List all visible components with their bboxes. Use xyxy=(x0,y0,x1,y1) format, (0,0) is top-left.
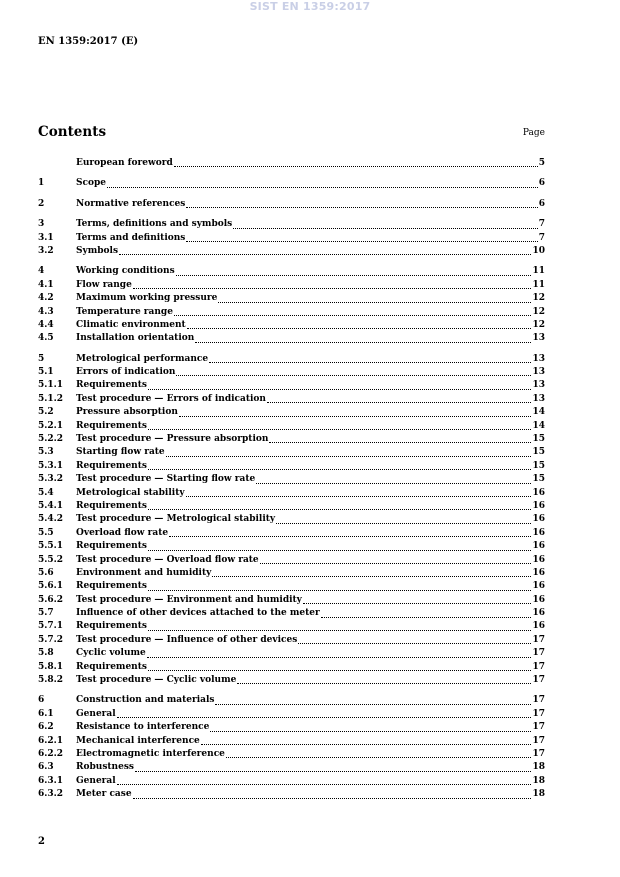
toc-entry-number: 5.3.1 xyxy=(38,460,64,471)
toc-entry-page: 16 xyxy=(532,554,545,565)
toc-entry-page: 12 xyxy=(532,319,545,330)
toc-dot-leader xyxy=(148,630,532,631)
toc-entry[interactable] xyxy=(38,735,545,748)
toc-entry-page: 14 xyxy=(532,420,545,431)
toc-dot-leader xyxy=(107,187,538,188)
toc-entry[interactable] xyxy=(38,694,545,707)
toc-entry-page: 6 xyxy=(538,178,545,189)
toc-entry-title: Climatic environment xyxy=(76,319,186,330)
toc-entry-title: Flow range xyxy=(76,279,132,290)
toc-entry-title: Test procedure — Metrological stability xyxy=(76,514,276,525)
toc-entry[interactable] xyxy=(38,540,545,553)
toc-entry[interactable] xyxy=(38,621,545,634)
toc-entry-title: Test procedure — Starting flow rate xyxy=(76,474,256,485)
toc-entry[interactable] xyxy=(38,332,545,345)
toc-entry-number: 5.6.2 xyxy=(38,594,64,605)
toc-dot-leader xyxy=(237,683,531,684)
toc-dot-leader xyxy=(267,402,532,403)
toc-dot-leader xyxy=(269,442,531,443)
toc-section xyxy=(38,694,545,801)
toc-entry-number: 6.2.1 xyxy=(38,735,64,746)
toc-entry[interactable] xyxy=(38,279,545,292)
toc-entry[interactable] xyxy=(38,245,545,258)
toc-entry-number: 4.2 xyxy=(38,293,54,304)
toc-entry[interactable] xyxy=(38,177,545,190)
toc-entry[interactable] xyxy=(38,647,545,660)
toc-entry-number: 5.3.2 xyxy=(38,474,64,485)
toc-dot-leader xyxy=(148,550,532,551)
toc-dot-leader xyxy=(148,389,532,390)
toc-entry[interactable] xyxy=(38,500,545,513)
toc-entry-page: 18 xyxy=(532,762,545,773)
toc-dot-leader xyxy=(147,657,532,658)
toc-entry-page: 17 xyxy=(532,708,545,719)
toc-entry-page: 17 xyxy=(532,735,545,746)
toc-entry-title: Requirements xyxy=(76,500,147,511)
toc-dot-leader xyxy=(179,416,532,417)
toc-entry[interactable] xyxy=(38,775,545,788)
contents-heading: Contents xyxy=(38,124,107,140)
toc-entry-title: Pressure absorption xyxy=(76,407,178,418)
toc-dot-leader xyxy=(117,717,532,718)
toc-entry-title: Temperature range xyxy=(76,306,173,317)
toc-entry-page: 17 xyxy=(532,749,545,759)
toc-entry-title: Cyclic volume xyxy=(76,648,146,659)
toc-entry-page: 5 xyxy=(538,157,545,168)
toc-entry-title: Test procedure — Overload flow rate xyxy=(76,554,259,565)
toc-entry-page: 16 xyxy=(532,621,545,632)
toc-entry-page: 17 xyxy=(532,675,545,686)
toc-dot-leader xyxy=(212,576,531,577)
toc-dot-leader xyxy=(298,643,531,644)
toc-entry-title: Requirements xyxy=(76,380,147,391)
toc-entry-page: 16 xyxy=(532,487,545,498)
toc-entry-number: 4 xyxy=(38,266,45,277)
toc-dot-leader xyxy=(135,771,532,772)
toc-entry-page: 18 xyxy=(532,789,545,800)
toc-entry-number: 5.2.1 xyxy=(38,420,64,431)
toc-dot-leader xyxy=(210,731,531,732)
toc-entry-number: 6.1 xyxy=(38,708,54,719)
toc-dot-leader xyxy=(233,228,537,229)
toc-entry-number: 5.5.2 xyxy=(38,554,64,565)
toc-entry-number: 2 xyxy=(38,198,45,209)
toc-entry-page: 13 xyxy=(532,380,545,391)
toc-entry-page: 14 xyxy=(532,407,545,418)
toc-entry-page: 15 xyxy=(532,474,545,485)
toc-entry-page: 16 xyxy=(532,500,545,511)
toc-dot-leader xyxy=(215,704,531,705)
toc-entry-page: 17 xyxy=(532,722,545,733)
toc-entry[interactable] xyxy=(38,513,545,526)
toc-entry-title: Resistance to interference xyxy=(76,722,210,733)
toc-entry[interactable] xyxy=(38,232,545,245)
toc-dot-leader xyxy=(148,590,532,591)
toc-entry-page: 13 xyxy=(532,353,545,364)
toc-entry[interactable] xyxy=(38,674,545,687)
toc-dot-leader xyxy=(174,166,538,167)
toc-entry[interactable] xyxy=(38,567,545,580)
toc-entry-number: 3 xyxy=(38,219,45,230)
toc-dot-leader xyxy=(176,375,531,376)
toc-entry-number: 6.2 xyxy=(38,722,54,733)
document-id: EN 1359:2017 (E) xyxy=(38,36,139,47)
toc-entry-page: 18 xyxy=(532,775,545,786)
toc-entry-title: Requirements xyxy=(76,621,147,632)
toc-entry-number: 1 xyxy=(38,178,45,189)
toc-entry-title: Environment and humidity xyxy=(76,567,212,578)
toc-entry-title: Test procedure — Environment and humidity xyxy=(76,594,302,605)
toc-dot-leader xyxy=(148,469,532,470)
toc-entry[interactable] xyxy=(38,594,545,607)
table-of-contents xyxy=(38,157,545,809)
toc-entry-page: 11 xyxy=(532,279,545,290)
toc-entry[interactable] xyxy=(38,527,545,540)
toc-entry[interactable] xyxy=(38,366,545,379)
toc-entry-page: 13 xyxy=(532,393,545,404)
toc-dot-leader xyxy=(148,429,532,430)
toc-entry-number: 5.4 xyxy=(38,487,54,498)
toc-entry-page: 16 xyxy=(532,527,545,538)
toc-entry[interactable] xyxy=(38,446,545,459)
toc-entry[interactable] xyxy=(38,554,545,567)
toc-entry-title: Requirements xyxy=(76,541,147,552)
toc-dot-leader xyxy=(133,288,532,289)
toc-entry-page: 16 xyxy=(532,594,545,605)
toc-entry-page: 17 xyxy=(532,634,545,645)
toc-entry-title: Requirements xyxy=(76,420,147,431)
toc-entry-page: 10 xyxy=(532,245,545,256)
toc-entry-number: 5.8.1 xyxy=(38,661,64,672)
toc-entry-number: 5.5 xyxy=(38,527,54,538)
toc-entry-number: 3.2 xyxy=(38,245,54,256)
toc-entry-number: 3.1 xyxy=(38,232,54,243)
toc-section xyxy=(38,198,545,211)
toc-section xyxy=(38,265,545,345)
toc-entry-number: 5 xyxy=(38,353,45,364)
toc-entry[interactable] xyxy=(38,580,545,593)
toc-entry-title: Terms and definitions xyxy=(76,232,186,243)
page-number: 2 xyxy=(38,836,45,847)
toc-dot-leader xyxy=(321,617,532,618)
toc-entry-number: 5.1.2 xyxy=(38,393,64,404)
toc-entry-page: 16 xyxy=(532,567,545,578)
toc-dot-leader xyxy=(174,315,532,316)
toc-dot-leader xyxy=(226,757,532,758)
toc-entry-title: Installation orientation xyxy=(76,333,195,344)
toc-entry-title: Mechanical interference xyxy=(76,735,200,746)
toc-dot-leader xyxy=(169,536,531,537)
toc-entry-title: Electromagnetic interference xyxy=(76,749,225,759)
toc-dot-leader xyxy=(256,483,531,484)
toc-entry-number: 6.2.2 xyxy=(38,749,64,759)
toc-entry-number: 6.3 xyxy=(38,762,54,773)
toc-entry-title: Scope xyxy=(76,178,107,189)
toc-entry-title: Requirements xyxy=(76,581,147,592)
toc-entry[interactable] xyxy=(38,319,545,332)
toc-entry-title: Test procedure — Errors of indication xyxy=(76,393,266,404)
toc-entry[interactable] xyxy=(38,607,545,620)
toc-entry-page: 16 xyxy=(532,541,545,552)
toc-entry-title: General xyxy=(76,775,116,786)
toc-entry-number: 4.4 xyxy=(38,319,54,330)
toc-entry-title: Test procedure — Cyclic volume xyxy=(76,675,237,686)
toc-entry[interactable] xyxy=(38,708,545,721)
toc-entry-number: 5.2 xyxy=(38,407,54,418)
toc-entry[interactable] xyxy=(38,198,545,211)
toc-entry-number: 4.3 xyxy=(38,306,54,317)
toc-entry-number: 4.5 xyxy=(38,333,54,344)
toc-entry-title: Starting flow rate xyxy=(76,447,165,458)
toc-dot-leader xyxy=(133,798,532,799)
toc-dot-leader xyxy=(119,254,531,255)
toc-section xyxy=(38,218,545,258)
watermark: SIST EN 1359:2017 xyxy=(249,0,371,13)
toc-entry-title: Test procedure — Influence of other devices xyxy=(76,634,298,645)
toc-entry-number: 5.5.1 xyxy=(38,541,64,552)
toc-dot-leader xyxy=(260,563,532,564)
toc-entry[interactable] xyxy=(38,634,545,647)
toc-entry-title: Metrological performance xyxy=(76,353,209,364)
toc-dot-leader xyxy=(201,744,532,745)
toc-entry[interactable] xyxy=(38,721,545,734)
toc-entry-title: Meter case xyxy=(76,789,132,800)
toc-entry-page: 17 xyxy=(532,695,545,706)
toc-entry-title: European foreword xyxy=(76,157,173,168)
toc-entry-page: 16 xyxy=(532,514,545,525)
toc-entry-number: 5.8.2 xyxy=(38,675,64,686)
toc-entry-number: 5.7.2 xyxy=(38,634,64,645)
toc-entry-title: Overload flow rate xyxy=(76,527,169,538)
toc-dot-leader xyxy=(209,362,531,363)
toc-entry-title: Symbols xyxy=(76,245,119,256)
toc-entry-number: 6 xyxy=(38,695,45,706)
toc-dot-leader xyxy=(148,670,532,671)
toc-entry-title: Maximum working pressure xyxy=(76,293,218,304)
toc-entry-number: 6.3.1 xyxy=(38,775,64,786)
toc-entry[interactable] xyxy=(38,157,545,170)
page-column-label: Page xyxy=(522,128,545,138)
toc-entry[interactable] xyxy=(38,218,545,231)
toc-entry-number: 5.6 xyxy=(38,567,54,578)
toc-entry[interactable] xyxy=(38,460,545,473)
toc-dot-leader xyxy=(186,241,537,242)
toc-entry-page: 12 xyxy=(532,293,545,304)
toc-dot-leader xyxy=(218,302,531,303)
toc-dot-leader xyxy=(166,456,532,457)
toc-entry[interactable] xyxy=(38,788,545,801)
toc-entry-title: Construction and materials xyxy=(76,695,215,706)
toc-dot-leader xyxy=(303,603,532,604)
toc-entry-page: 13 xyxy=(532,367,545,378)
toc-entry-number: 5.6.1 xyxy=(38,581,64,592)
toc-entry[interactable] xyxy=(38,353,545,366)
toc-entry-number: 5.8 xyxy=(38,648,54,659)
toc-entry-number: 5.2.2 xyxy=(38,434,64,445)
toc-entry-page: 6 xyxy=(538,198,545,209)
toc-entry[interactable] xyxy=(38,393,545,406)
toc-dot-leader xyxy=(195,342,531,343)
toc-entry-title: Normative references xyxy=(76,198,186,209)
toc-entry-title: Working conditions xyxy=(76,266,175,277)
toc-entry-title: Terms, definitions and symbols xyxy=(76,219,233,230)
toc-entry-number: 5.7 xyxy=(38,608,54,619)
toc-entry-page: 7 xyxy=(538,219,545,230)
toc-entry-title: Metrological stability xyxy=(76,487,185,498)
toc-entry-title: Influence of other devices attached to the meter xyxy=(76,608,320,619)
toc-dot-leader xyxy=(187,328,532,329)
toc-entry-number: 5.7.1 xyxy=(38,621,64,632)
toc-entry-number: 5.4.2 xyxy=(38,514,64,525)
toc-section xyxy=(38,157,545,170)
toc-entry[interactable] xyxy=(38,292,545,305)
toc-dot-leader xyxy=(186,496,532,497)
toc-entry-page: 16 xyxy=(532,608,545,619)
toc-entry-number: 4.1 xyxy=(38,279,54,290)
toc-entry[interactable] xyxy=(38,265,545,278)
toc-entry-page: 7 xyxy=(538,232,545,243)
toc-entry-page: 15 xyxy=(532,434,545,445)
toc-entry[interactable] xyxy=(38,406,545,419)
toc-entry-title: Requirements xyxy=(76,460,147,471)
toc-entry[interactable] xyxy=(38,661,545,674)
toc-entry-title: Test procedure — Pressure absorption xyxy=(76,434,269,445)
toc-entry[interactable] xyxy=(38,487,545,500)
toc-entry-number: 5.1.1 xyxy=(38,380,64,391)
toc-dot-leader xyxy=(117,784,532,785)
toc-dot-leader xyxy=(276,523,531,524)
toc-entry-page: 17 xyxy=(532,661,545,672)
toc-dot-leader xyxy=(176,275,532,276)
toc-entry-number: 5.4.1 xyxy=(38,500,64,511)
toc-entry-page: 13 xyxy=(532,333,545,344)
toc-entry-title: Requirements xyxy=(76,661,147,672)
toc-entry-title: General xyxy=(76,708,116,719)
toc-section xyxy=(38,353,545,688)
toc-entry[interactable] xyxy=(38,748,545,761)
toc-entry-page: 17 xyxy=(532,648,545,659)
toc-entry-title: Robustness xyxy=(76,762,134,773)
toc-entry[interactable] xyxy=(38,433,545,446)
toc-entry[interactable] xyxy=(38,420,545,433)
toc-entry-number: 5.1 xyxy=(38,367,54,378)
toc-entry[interactable] xyxy=(38,306,545,319)
toc-entry-page: 15 xyxy=(532,447,545,458)
toc-dot-leader xyxy=(148,509,532,510)
toc-entry-page: 12 xyxy=(532,306,545,317)
toc-section xyxy=(38,177,545,190)
toc-entry-page: 11 xyxy=(532,266,545,277)
toc-dot-leader xyxy=(186,207,537,208)
toc-entry-page: 16 xyxy=(532,581,545,592)
toc-entry-page: 15 xyxy=(532,460,545,471)
toc-entry[interactable] xyxy=(38,379,545,392)
toc-entry[interactable] xyxy=(38,473,545,486)
toc-entry-number: 5.3 xyxy=(38,447,54,458)
toc-entry-number: 6.3.2 xyxy=(38,789,64,800)
toc-entry[interactable] xyxy=(38,761,545,774)
toc-entry-title: Errors of indication xyxy=(76,367,176,378)
